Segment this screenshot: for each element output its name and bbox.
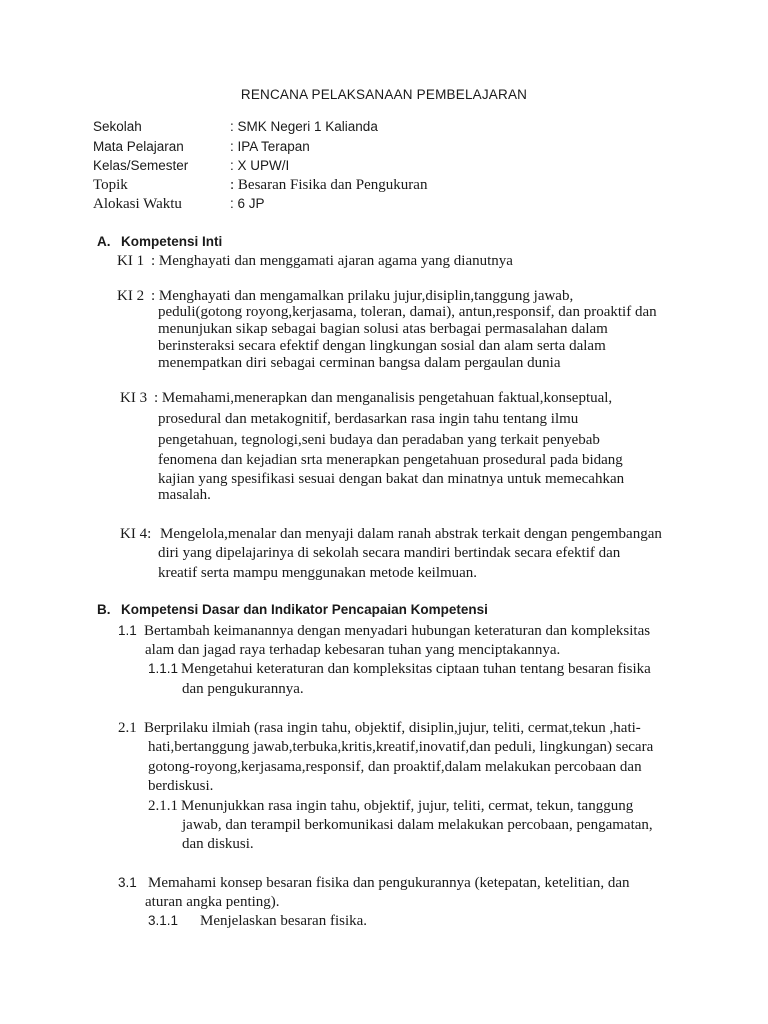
value-kelas-semester: : X UPW/I	[230, 158, 290, 173]
value-topik: : Besaran Fisika dan Pengukuran	[230, 177, 428, 193]
label-sekolah: Sekolah	[93, 119, 142, 134]
indicator-1-1-1-number: 1.1.1	[148, 661, 179, 676]
kd-3-1-line: aturan angka penting).	[145, 894, 280, 910]
value-sekolah: : SMK Negeri 1 Kalianda	[230, 119, 378, 134]
kd-2-1-number: 2.1	[118, 720, 137, 736]
ki2-label: KI 2	[117, 288, 145, 304]
ki2-line: menunjukan sikap sebagai bagian solusi atas berbagai permasalahan dalam	[158, 321, 608, 337]
indicator-3-1-1-number: 3.1.1	[148, 913, 179, 928]
ki4-line: diri yang dipelajarinya di sekolah secara mandiri bertindak secara efektif dan	[158, 545, 621, 561]
kd-2-1-line: hati,bertanggung jawab,terbuka,kritis,kreatif,inovatif,dan peduli, lingkungan) secara	[148, 739, 654, 755]
kd-2-1-line: Berprilaku ilmiah (rasa ingin tahu, objektif, disiplin,jujur, teliti, cermat,tekun ,hati-	[144, 720, 641, 736]
ki1-label: KI 1	[117, 253, 145, 269]
indicator-2-1-1-number: 2.1.1	[148, 798, 178, 814]
kd-2-1-line: berdiskusi.	[148, 778, 214, 794]
ki2-line: peduli(gotong royong,kerjasama, toleran, damai), antun,responsif, dan proaktif dan	[158, 304, 657, 320]
value-alokasi-waktu: : 6 JP	[230, 196, 265, 211]
kd-3-1-line: Memahami konsep besaran fisika dan pengukurannya (ketepatan, ketelitian, dan	[148, 875, 630, 891]
kd-1-1-number: 1.1	[118, 623, 137, 638]
ki3-line: prosedural dan metakognitif, berdasarkan rasa ingin tahu tentang ilmu	[158, 411, 579, 427]
document-title: RENCANA PELAKSANAAN PEMBELAJARAN	[240, 87, 528, 102]
kd-2-1-line: gotong-royong,kerjasama,responsif, dan proaktif,dalam melakukan percobaan dan	[148, 759, 642, 775]
indicator-2-1-1-line: Menunjukkan rasa ingin tahu, objektif, jujur, teliti, cermat, tekun, tanggung	[181, 798, 634, 814]
indicator-2-1-1-line: jawab, dan terampil berkomunikasi dalam melakukan percobaan, pengamatan,	[182, 817, 653, 833]
ki3-line: : Memahami,menerapkan dan menganalisis pengetahuan faktual,konseptual,	[154, 390, 613, 406]
label-kelas-semester: Kelas/Semester	[93, 158, 189, 173]
ki1-text: : Menghayati dan menggamati ajaran agama yang dianutnya	[151, 253, 513, 269]
ki3-line: kajian yang spesifikasi sesuai dengan bakat dan minatnya untuk memecahkan	[158, 471, 625, 487]
ki2-line: : Menghayati dan mengamalkan prilaku jujur,disiplin,tanggung jawab,	[151, 288, 574, 304]
ki4-line: Mengelola,menalar dan menyaji dalam ranah abstrak terkait dengan pengembangan	[160, 526, 662, 542]
ki4-line: kreatif serta mampu menggunakan metode keilmuan.	[158, 565, 478, 581]
label-topik: Topik	[93, 177, 128, 193]
value-mata-pelajaran: : IPA Terapan	[230, 139, 310, 154]
kd-1-1-line: alam dan jagad raya terhadap kebesaran tuhan yang menciptakannya.	[145, 642, 561, 658]
kd-3-1-number: 3.1	[118, 875, 137, 890]
section-a-heading: Kompetensi Inti	[121, 234, 223, 249]
indicator-2-1-1-line: dan diskusi.	[182, 836, 254, 852]
ki3-line: fenomena dan kejadian srta menerapkan pengetahuan prosedural pada bidang	[158, 452, 623, 468]
ki3-line: pengetahuan, tegnologi,seni budaya dan peradaban yang terkait penyebab	[158, 432, 600, 448]
kd-1-1-line: Bertambah keimanannya dengan menyadari hubungan keteraturan dan kompleksitas	[144, 623, 651, 639]
ki3-label: KI 3	[120, 390, 148, 406]
ki4-label: KI 4:	[120, 526, 152, 542]
section-b-letter: B.	[97, 602, 111, 617]
ki2-line: berinsteraksi secara efektif dengan lingkungan sosial dan alam serta dalam	[158, 338, 606, 354]
indicator-3-1-1-line: Menjelaskan besaran fisika.	[200, 913, 368, 929]
label-mata-pelajaran: Mata Pelajaran	[93, 139, 184, 154]
indicator-1-1-1-line: dan pengukurannya.	[182, 681, 304, 697]
ki3-line: masalah.	[158, 487, 211, 503]
indicator-1-1-1-line: Mengetahui keteraturan dan kompleksitas ciptaan tuhan tentang besaran fisika	[181, 661, 651, 677]
ki2-line: menempatkan diri sebagai cerminan bangsa dalam pergaulan dunia	[158, 355, 561, 371]
label-alokasi-waktu: Alokasi Waktu	[93, 196, 182, 212]
section-a-letter: A.	[97, 234, 111, 249]
section-b-heading: Kompetensi Dasar dan Indikator Pencapaian Kompetensi	[121, 602, 488, 617]
